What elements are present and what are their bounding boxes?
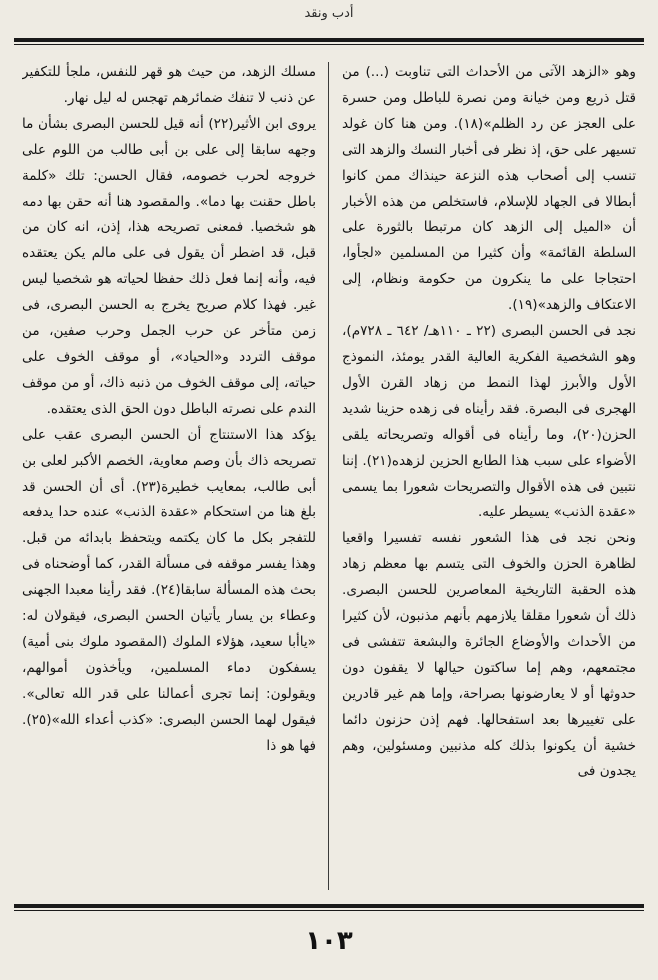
paragraph: نجد فى الحسن البصرى (٢٢ ـ ١١٠هـ/ ٦٤٢ ـ ٧٢٨م)، وهو الشخصية الفكرية العالية القدر يومئذ، النموذج الأول والأبرز لهذا النمط من زهاد القرن الأول الهجرى فى البصرة. فقد رأيناه فى زهده حزينا شديد الحزن(٢٠)، وما رأيناه فى أقواله وتصريحاته يلقى الأضواء على سبب هذا الطابع الحزين لزهده(٢١). إننا نتبين فى هذه الأقوال والتصريحات شعورا بما يسمى «عقدة الذنب» يسيطر عليه. [342, 323, 636, 521]
running-header: أدب ونقد [304, 6, 354, 21]
text-columns [22, 60, 636, 890]
paragraph: مسلك الزهد، من حيث هو قهر للنفس، ملجأ للتكفير عن ذنب لا تنفك ضمائرهم تهجس له ليل نهار. [22, 64, 316, 106]
right-column [342, 60, 636, 890]
bottom-rule [14, 904, 644, 911]
paragraph: ونحن نجد فى هذا الشعور نفسه تفسيرا واقعيا لظاهرة الحزن والخوف التى يتسم بها معظم زهاد هذه الحقبة التاريخية المعاصرين للحسن البصرى. ذلك أن شعورا مقلقا يلازمهم بأنهم مذنبون، لأن كثيرا من الأحداث والأوضاع الجائرة والبشعة تتفشى فى مجتمعهم، وهم إما ساكتون حيالها لا يقفون دون حدوثها أو لا يعارضونها بصراحة، وإما هم غير قادرين على تغييرها بعد استفحالها. فهم إذن حزنون دائما خشية أن يكونوا بذلك كله مذنبين ومسئولين، وهم يجدون فى [342, 530, 636, 780]
page-number: ١٠٣ [305, 926, 353, 956]
paragraph: وهو «الزهد الآتى من الأحداث التى تناوبت (...) من قتل ذريع ومن خيانة ومن نصرة للباطل ومن حسرة على العجز عن رد الظلم»(١٨). ومن هنا كان غولد تسيهر على حق، إذ نظر فى أخبار النسك والزهد التى تنسب إلى أصحاب هذه النزعة حينذاك ممن كانوا أبطالا فى الجهاد للإسلام، فاستخلص من هذه الأخبار أن «الميل إلى الزهد كان مرتبطا بالثورة على السلطة القائمة» وأن كثيرا من المسلمين «لجأوا، احتجاجا على ما ينكرون من حكومة ونظام، إلى الاعتكاف والزهد»(١٩). [342, 64, 636, 314]
top-rule [14, 38, 644, 45]
paragraph: يؤكد هذا الاستنتاج أن الحسن البصرى عقب على تصريحه ذاك بأن وصم معاوية، الخصم الأكبر لعلى بن أبى طالب، بمعايب خطيرة(٢٣). أى أن الحسن قد بلغ هنا من استحكام «عقدة الذنب» عنده حدا يدفعه للتفجر بكل ما كان يكتمه ويتحفظ بابدائه من قبل. وهذا يفسر موقفه فى مسألة القدر، كما أوضحناه فى بحث هذه المسألة سابقا(٢٤). فقد رأينا معبدا الجهنى وعطاء بن يسار يأتيان الحسن البصرى، فيقولان له: «ياأبا سعيد، هؤلاء الملوك (المقصود ملوك بنى أمية) يسفكون دماء المسلمين، ويأخذون أموالهم، ويقولون: إنما تجرى أعمالنا على قدر الله تعالى». فيقول لهما الحسن البصرى: «كذب أعداء الله»(٢٥). فها هو ذا [22, 426, 316, 754]
paragraph: يروى ابن الأثير(٢٢) أنه قيل للحسن البصرى بشأن ما وجهه سابقا إلى على بن أبى طالب من اللوم على خروجه لحرب خصومه، فقال الحسن: تلك «كلمة باطل حقنت بها دما». والمقصود هنا أنه حقن بها دمه هو شخصيا. فمعنى تصريحه هذا، إذن، انه كان من قبل، قد اضطر أن يقول فى على مالم يكن يعتقده فيه، وأنه إنما فعل ذلك حفظا لحياته هو شخصيا ليس غير. فهذا كلام صريح يخرج به الحسن البصرى، فى زمن متأخر عن حرب الجمل وحرب صفين، من موقف التردد و«الحياد»، أو موقف الخوف على حياته، إلى موقف الخوف من ذنبه ذاك، أو من موقف الندم على نصرته الباطل دون الحق الذى يعتقده. [22, 115, 316, 417]
left-column [22, 60, 316, 890]
column-divider [328, 62, 329, 890]
